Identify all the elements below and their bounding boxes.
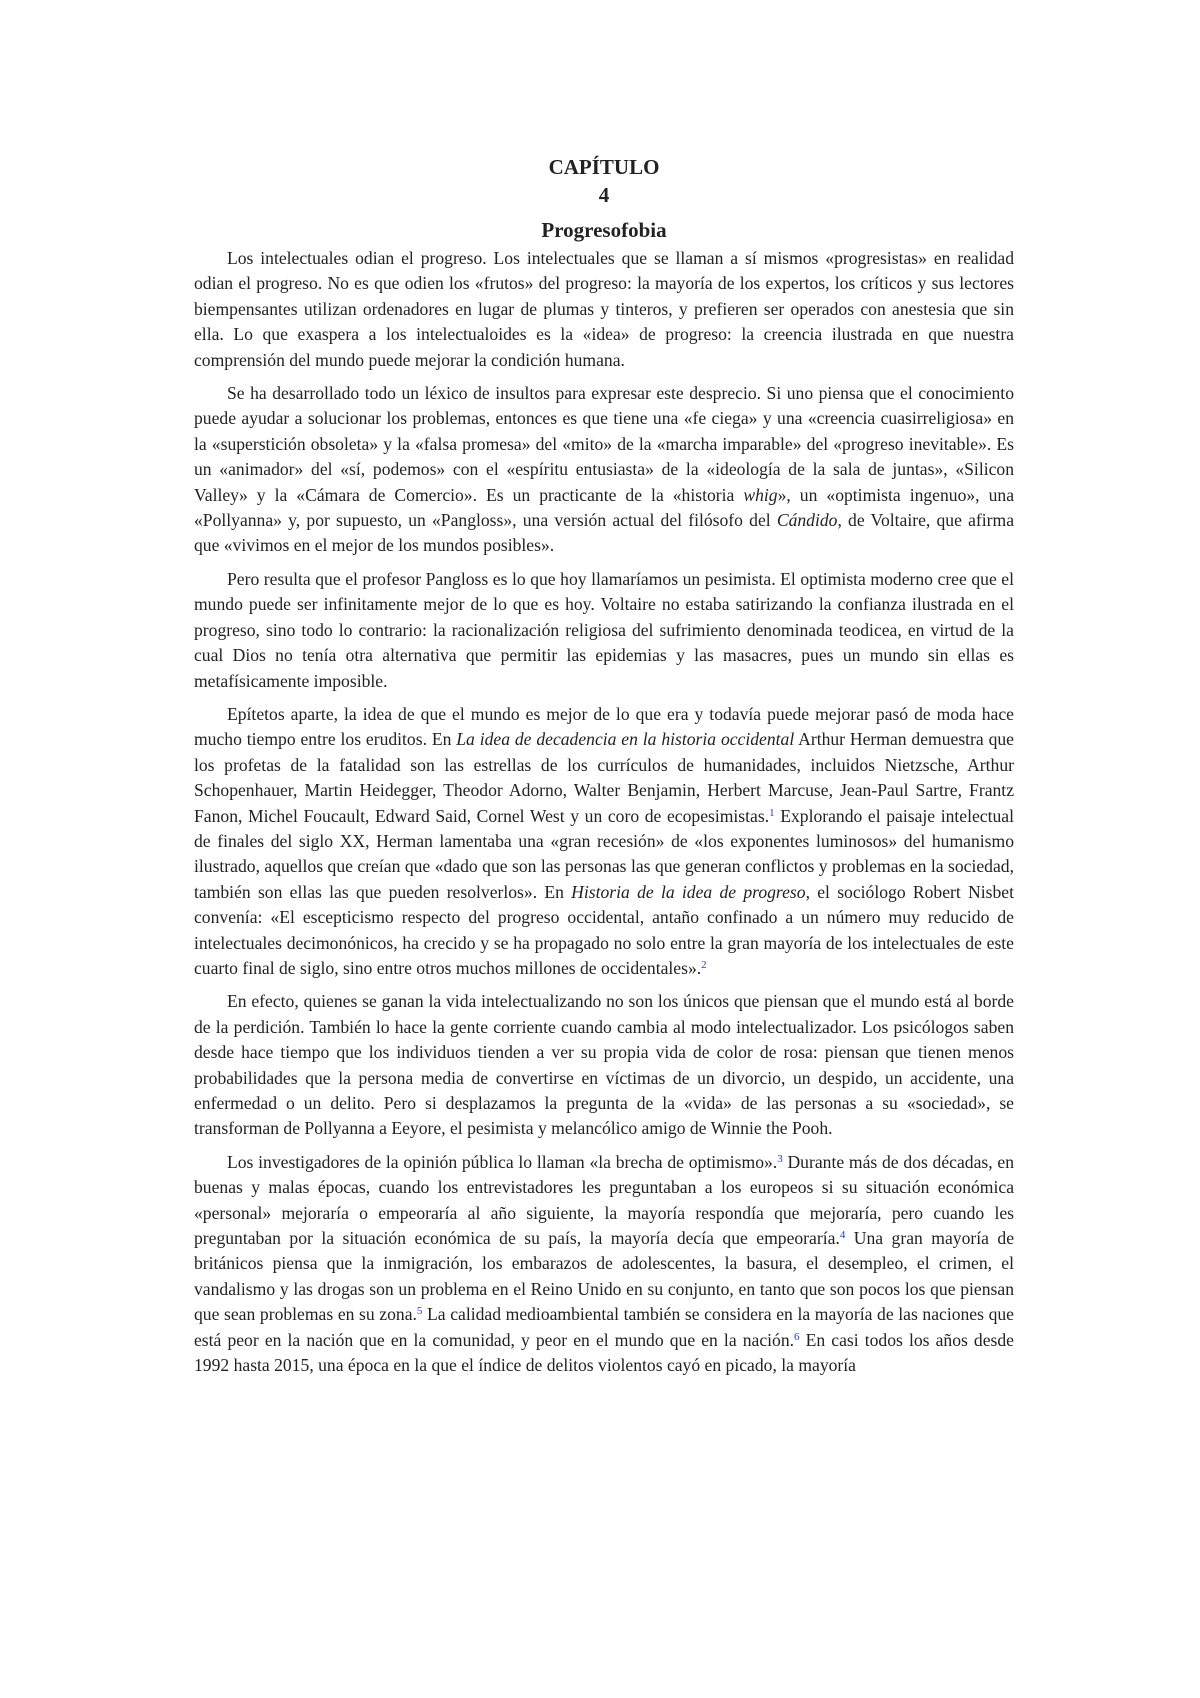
paragraph-5 (194, 989, 1014, 1141)
paragraph-text: En casi todos los años desde 1992 hasta 2015, una época en la que el índice de delitos violentos cayó en picado, la mayoría (194, 1329, 1014, 1376)
footnote-link-3[interactable]: 3 (777, 1152, 783, 1165)
paragraph-2 (194, 381, 1014, 559)
footnote-link-1[interactable]: 1 (769, 806, 775, 819)
paragraph-text: Durante más de dos décadas, en buenas y malas épocas, cuando los entrevistadores les preguntaban a los europeos si su situación económica «personal» mejoraría o empeoraría al año siguiente, la mayoría respondía que mejoraría, pero cuando les preguntaban por la situación económica de su país, la mayoría decía que empeoraría. (194, 1151, 1014, 1249)
paragraph-text: , de Voltaire, que afirma que «vivimos en el mejor de los mundos posibles». (194, 510, 1014, 556)
paragraph-text: La calidad medioambiental también se considera en la mayoría de las naciones que está peor en la nación que en la comunidad, y peor en el mundo que en la nación. (194, 1304, 1014, 1350)
book-title-progreso: Historia de la idea de progreso (571, 881, 806, 902)
paragraph-text: Epítetos aparte, la idea de que el mundo es mejor de lo que era y todavía puede mejorar pasó de moda hace mucho tiempo entre los eruditos. En (194, 703, 1014, 750)
paragraph-text: Los investigadores de la opinión pública lo llaman «la brecha de optimismo». (227, 1151, 778, 1172)
italic-term-whig: whig (743, 484, 778, 505)
chapter-title: Progresofobia (541, 218, 667, 242)
paragraph-6 (194, 1150, 1014, 1379)
paragraph-text: Arthur Herman demuestra que los profetas de la fatalidad son las estrellas de los currículos de humanidades, incluidos Nietzsche, Arthur Schopenhauer, Martin Heidegger, Theodor Adorno, Walter Benjamin, Herbert Marcuse, Jean-Paul Sartre, Frantz Fanon, Michel Foucault, Edward Said, Cornel West y un coro de ecopesimistas. (194, 729, 1014, 826)
paragraph-4 (194, 702, 1014, 981)
paragraph-text: En efecto, quienes se ganan la vida intelectualizando no son los únicos que piensan que el mundo está al borde de la perdición. También lo hace la gente corriente cuando cambia al modo intelectualizador. Los psicólogos saben desde hace tiempo que los individuos tienden a ver su propia vida de color de rosa: piensan que tienen menos probabilidades que la persona media de convertirse en víctimas de un divorcio, un despido, un accidente, una enfermedad o un delito. Pero si desplazamos la pregunta de la «vida» de las personas a su «sociedad», se transforman de Pollyanna a Eeyore, el pesimista y melancólico amigo de Winnie the Pooh. (194, 991, 1014, 1139)
chapter-label: CAPÍTULO (548, 155, 660, 179)
paragraph-text: Los intelectuales odian el progreso. Los intelectuales que se llaman a sí mismos «progresistas» en realidad odian el progreso. No es que odien los «frutos» del progreso: la mayoría de los expertos, los críticos y sus lectores biempensantes utilizan ordenadores en lugar de plumas y tinteros, y prefieren ser operados con anestesia que sin ella. Lo que exaspera a los intelectualoides es la «idea» de progreso: la creencia ilustrada en que nuestra comprensión del mundo puede mejorar la condición humana. (194, 248, 1014, 370)
footnote-link-4[interactable]: 4 (839, 1229, 846, 1242)
paragraph-3 (194, 567, 1014, 694)
paragraph-text: Explorando el paisaje intelectual de finales del siglo XX, Herman lamentaba una «gran recesión» de «los exponentes luminosos» del humanismo ilustrado, aquellos que creían que «dado que son las personas las que generan conflictos y problemas en la sociedad, también son ellas las que pueden resolverlos». En (194, 805, 1014, 902)
footnote-link-6[interactable]: 6 (794, 1330, 800, 1343)
book-title-decadencia: La idea de decadencia en la historia occidental (456, 729, 795, 750)
footnote-link-2[interactable]: 2 (701, 958, 707, 971)
book-title-candido: Cándido (776, 510, 838, 531)
chapter-number: 4 (598, 183, 610, 207)
paragraph-text: Una gran mayoría de británicos piensa que la inmigración, los embarazos de adolescentes, la basura, el desempleo, el crimen, el vandalismo y las drogas son un problema en el Reino Unido en su conjunto, en tanto que son pocos los que piensan que sean problemas en su zona. (194, 1228, 1015, 1325)
book-page (194, 153, 1014, 1386)
paragraph-text: Pero resulta que el profesor Pangloss es lo que hoy llamaríamos un pesimista. El optimista moderno cree que el mundo puede ser infinitamente mejor de lo que es hoy. Voltaire no estaba satirizando la confianza ilustrada en el progreso, sino todo lo contrario: la racionalización religiosa del sufrimiento denominada teodicea, en virtud de la cual Dios no tenía otra alternativa que permitir las epidemias y las masacres, pues un mundo sin ellas es metafísicamente imposible. (194, 568, 1014, 691)
footnote-link-5[interactable]: 5 (416, 1305, 423, 1318)
paragraph-text: », un «optimista ingenuo», una «Pollyanna» y, por supuesto, un «Pangloss», una versión actual del filósofo del (194, 484, 1015, 531)
paragraph-text: , el sociólogo Robert Nisbet convenía: «El escepticismo respecto del progreso occidental, antaño confinado a un número muy reducido de intelectuales decimonónicos, ha crecido y se ha propagado no solo entre la gran mayoría de los intelectuales de este cuarto final de siglo, sino entre otros muchos millones de occidentales». (194, 881, 1014, 978)
paragraph-1 (194, 246, 1014, 373)
paragraph-text: Se ha desarrollado todo un léxico de insultos para expresar este desprecio. Si uno piensa que el conocimiento puede ayudar a solucionar los problemas, entonces es que tiene una «fe ciega» y una «creencia cuasirreligiosa» en la «superstición obsoleta» y la «falsa promesa» del «mito» de la «marcha imparable» del «progreso inevitable». Es un «animador» del «sí, podemos» con el «espíritu entusiasta» de la «ideología de la sala de juntas», «Silicon Valley» y la «Cámara de Comercio». Es un practicante de la «historia (194, 383, 1014, 505)
